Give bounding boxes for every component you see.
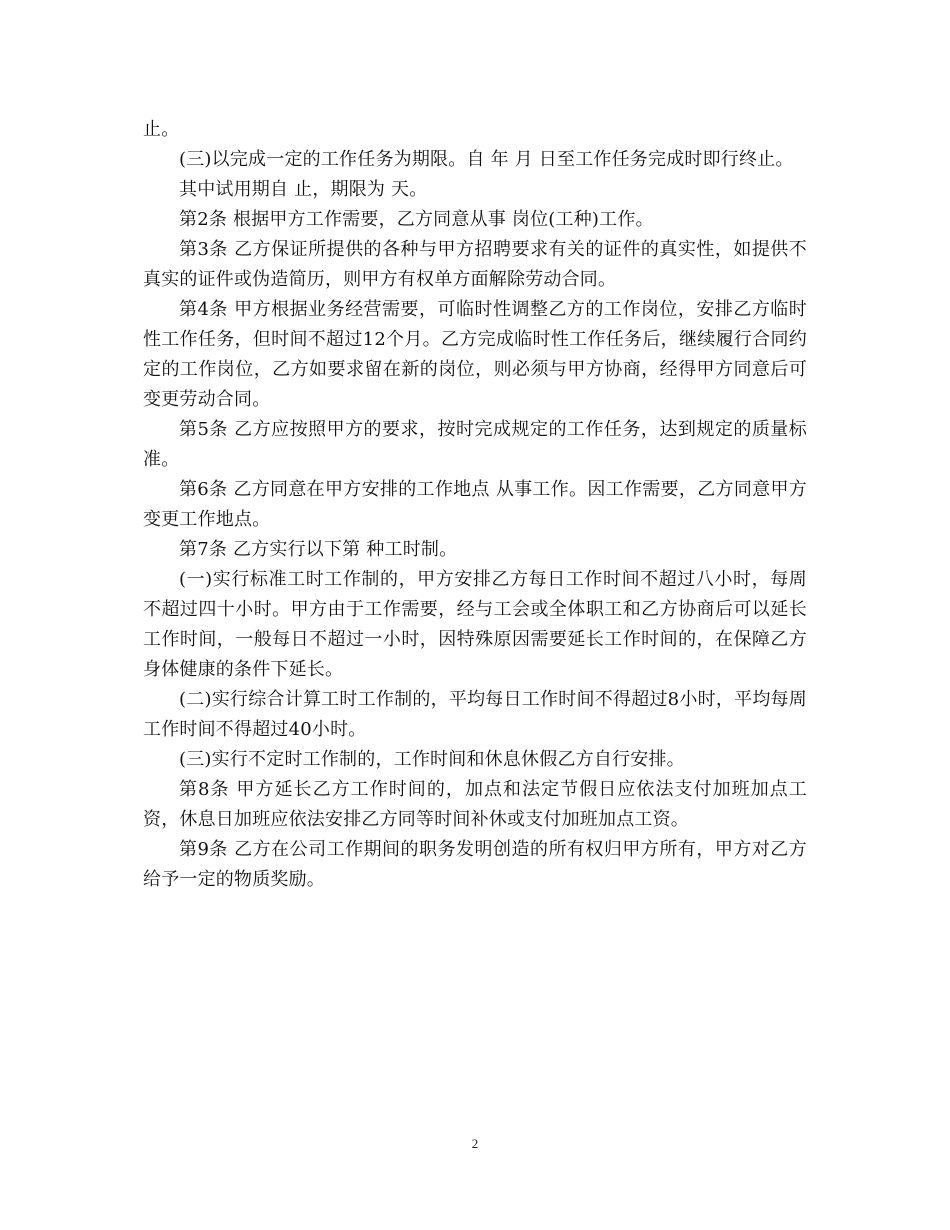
paragraph-article-6: 第6条 乙方同意在甲方安排的工作地点 从事工作。因工作需要，乙方同意甲方变更工作地点。 [143,479,807,530]
page-number: 2 [471,1136,479,1151]
paragraph-article-2: 第2条 根据甲方工作需要，乙方同意从事 岗位(工种)工作。 [179,209,654,230]
paragraph-term-task: (三)以完成一定的工作任务为期限。自 年 月 日至工作任务完成时即行终止。 [179,149,794,170]
paragraph-hours-standard: (一)实行标准工时工作制的，甲方安排乙方每日工作时间不超过八小时，每周不超过四十小时。甲方由于工作需要，经与工会或全体职工和乙方协商后可以延长工作时间，一般每日不超过一小时，因特殊原因需要延长工作时间的，在保障乙方身体健康的条件下延长。 [143,569,807,680]
document-body [143,115,807,895]
paragraph-article-9: 第9条 乙方在公司工作期间的职务发明创造的所有权归甲方所有，甲方对乙方给予一定的物质奖励。 [143,839,807,890]
paragraph-article-4: 第4条 甲方根据业务经营需要，可临时性调整乙方的工作岗位，安排乙方临时性工作任务，但时间不超过12个月。乙方完成临时性工作任务后，继续履行合同约定的工作岗位，乙方如要求留在新的岗位，则必须与甲方协商，经得甲方同意后可变更劳动合同。 [143,299,807,410]
paragraph-article-7: 第7条 乙方实行以下第 种工时制。 [179,539,458,560]
paragraph-continuation: 止。 [143,119,180,140]
paragraph-article-3: 第3条 乙方保证所提供的各种与甲方招聘要求有关的证件的真实性，如提供不真实的证件或伪造简历，则甲方有权单方面解除劳动合同。 [143,239,807,290]
paragraph-probation: 其中试用期自 止，期限为 天。 [179,179,428,200]
paragraph-hours-flexible: (三)实行不定时工作制的，工作时间和休息休假乙方自行安排。 [179,749,685,770]
paragraph-hours-comprehensive: (二)实行综合计算工时工作制的，平均每日工作时间不得超过8小时，平均每周工作时间不得超过40小时。 [143,689,807,740]
paragraph-article-8: 第8条 甲方延长乙方工作时间的，加点和法定节假日应依法支付加班加点工资，休息日加班应依法安排乙方同等时间补休或支付加班加点工资。 [143,779,807,830]
paragraph-article-5: 第5条 乙方应按照甲方的要求，按时完成规定的工作任务，达到规定的质量标准。 [143,419,807,470]
